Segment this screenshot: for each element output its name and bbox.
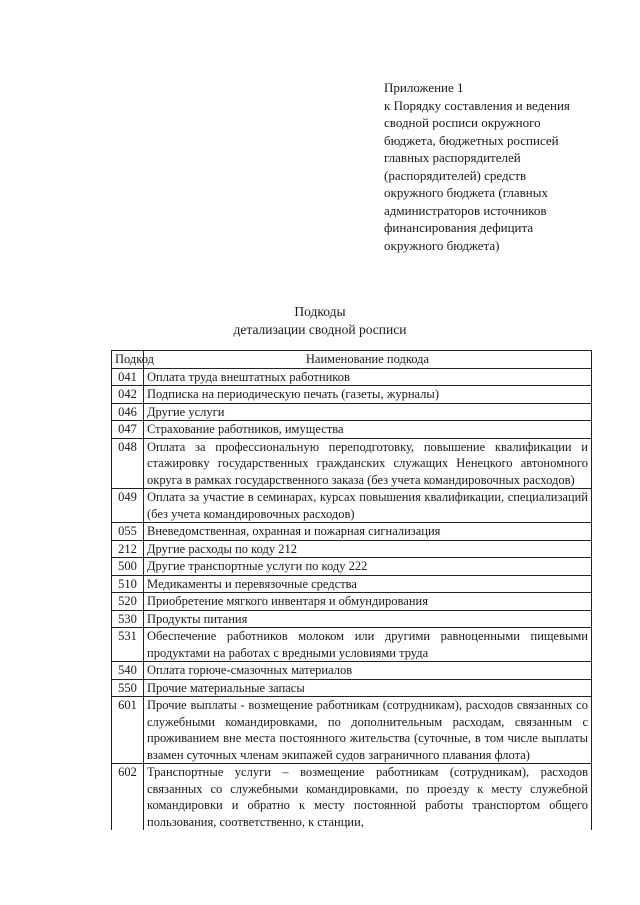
table-row — [112, 610, 592, 628]
subcode-name-cell: Оплата за профессиональную переподготовку, повышение квалификации и стажировку государственных гражданских служащих Ненецкого автономного округа в рамках государственного заказа (без учета командировочных расходов) — [144, 438, 592, 489]
subcode-cell: 055 — [112, 523, 144, 541]
subcode-cell: 500 — [112, 558, 144, 576]
subcode-name-cell: Другие транспортные услуги по коду 222 — [144, 558, 592, 576]
table-row — [112, 679, 592, 697]
appendix-line: главных распорядителей — [384, 150, 521, 165]
table-row — [112, 489, 592, 523]
subcode-cell: 047 — [112, 421, 144, 439]
subcode-name-cell: Оплата горюче-смазочных материалов — [144, 662, 592, 680]
appendix-line: к Порядку составления и ведения — [384, 97, 570, 113]
title-line-2: детализации сводной росписи — [233, 322, 407, 337]
subcode-cell: 212 — [112, 540, 144, 558]
table-row — [112, 403, 592, 421]
subcode-name-cell: Продукты питания — [144, 610, 592, 628]
subcode-cell: 042 — [112, 386, 144, 404]
subcode-name-cell: Страхование работников, имущества — [144, 421, 592, 439]
subcode-cell: 550 — [112, 679, 144, 697]
title-line-1: Подкоды — [294, 304, 346, 319]
table-row — [112, 558, 592, 576]
header-subcode: Подкод — [112, 351, 144, 369]
subcode-cell: 602 — [112, 764, 144, 831]
subcode-cell: 041 — [112, 368, 144, 386]
header-subcode-name: Наименование подкода — [144, 351, 592, 369]
appendix-line: бюджета, бюджетных росписей — [384, 132, 559, 148]
subcode-name-cell: Прочие материальные запасы — [144, 679, 592, 697]
table-row — [112, 540, 592, 558]
subcode-name-cell: Вневедомственная, охранная и пожарная сигнализация — [144, 523, 592, 541]
subcode-name-cell: Подписка на периодическую печать (газеты, журналы) — [144, 386, 592, 404]
table-header-row — [112, 351, 592, 369]
subcode-cell: 510 — [112, 575, 144, 593]
appendix-line: Приложение 1 — [384, 80, 464, 95]
subcode-cell: 520 — [112, 593, 144, 611]
table-row — [112, 662, 592, 680]
subcode-cell: 530 — [112, 610, 144, 628]
appendix-line: (распорядителей) средств — [384, 167, 527, 183]
subcode-cell: 540 — [112, 662, 144, 680]
table-row — [112, 523, 592, 541]
table-row — [112, 593, 592, 611]
subcode-table — [111, 350, 592, 830]
appendix-line: окружного бюджета (главных — [384, 185, 548, 200]
appendix-header — [384, 79, 614, 254]
table-row — [112, 628, 592, 662]
appendix-line: окружного бюджета) — [384, 237, 500, 253]
subcode-cell: 049 — [112, 489, 144, 523]
subcode-name-cell: Приобретение мягкого инвентаря и обмундирования — [144, 593, 592, 611]
subcode-name-cell: Другие услуги — [144, 403, 592, 421]
subcode-cell: 048 — [112, 438, 144, 489]
subcode-cell: 601 — [112, 697, 144, 764]
document-title — [0, 303, 640, 339]
table-row — [112, 421, 592, 439]
subcode-name-cell: Транспортные услуги – возмещение работникам (сотрудникам), расходов связанных со служебными командировками, по проезду к месту служебной командировки и обратно к месту постоянной работы транспортом общего пользования, соответственно, к станции, — [144, 764, 592, 831]
subcode-name-cell: Прочие выплаты - возмещение работникам (сотрудникам), расходов связанных со служебными командировками, по дополнительным расходам, связанным с проживанием вне места постоянного жительства (суточные, в том числе выплаты взамен суточных членам экипажей судов заграничного плавания флота) — [144, 697, 592, 764]
subcode-name-cell: Оплата труда внештатных работников — [144, 368, 592, 386]
subcode-cell: 531 — [112, 628, 144, 662]
subcode-name-cell: Оплата за участие в семинарах, курсах повышения квалификации, специализаций (без учета командировочных расходов) — [144, 489, 592, 523]
appendix-line: администраторов источников — [384, 202, 547, 218]
subcode-name-cell: Обеспечение работников молоком или другими равноценными пищевыми продуктами на работах с вредными условиями труда — [144, 628, 592, 662]
table-row — [112, 368, 592, 386]
table-row — [112, 438, 592, 489]
table-row — [112, 764, 592, 831]
subcode-name-cell: Другие расходы по коду 212 — [144, 540, 592, 558]
subcode-cell: 046 — [112, 403, 144, 421]
appendix-line: сводной росписи окружного — [384, 115, 541, 130]
subcode-name-cell: Медикаменты и перевязочные средства — [144, 575, 592, 593]
table-row — [112, 697, 592, 764]
table-row — [112, 575, 592, 593]
table-row — [112, 386, 592, 404]
appendix-line: финансирования дефицита — [384, 220, 534, 235]
